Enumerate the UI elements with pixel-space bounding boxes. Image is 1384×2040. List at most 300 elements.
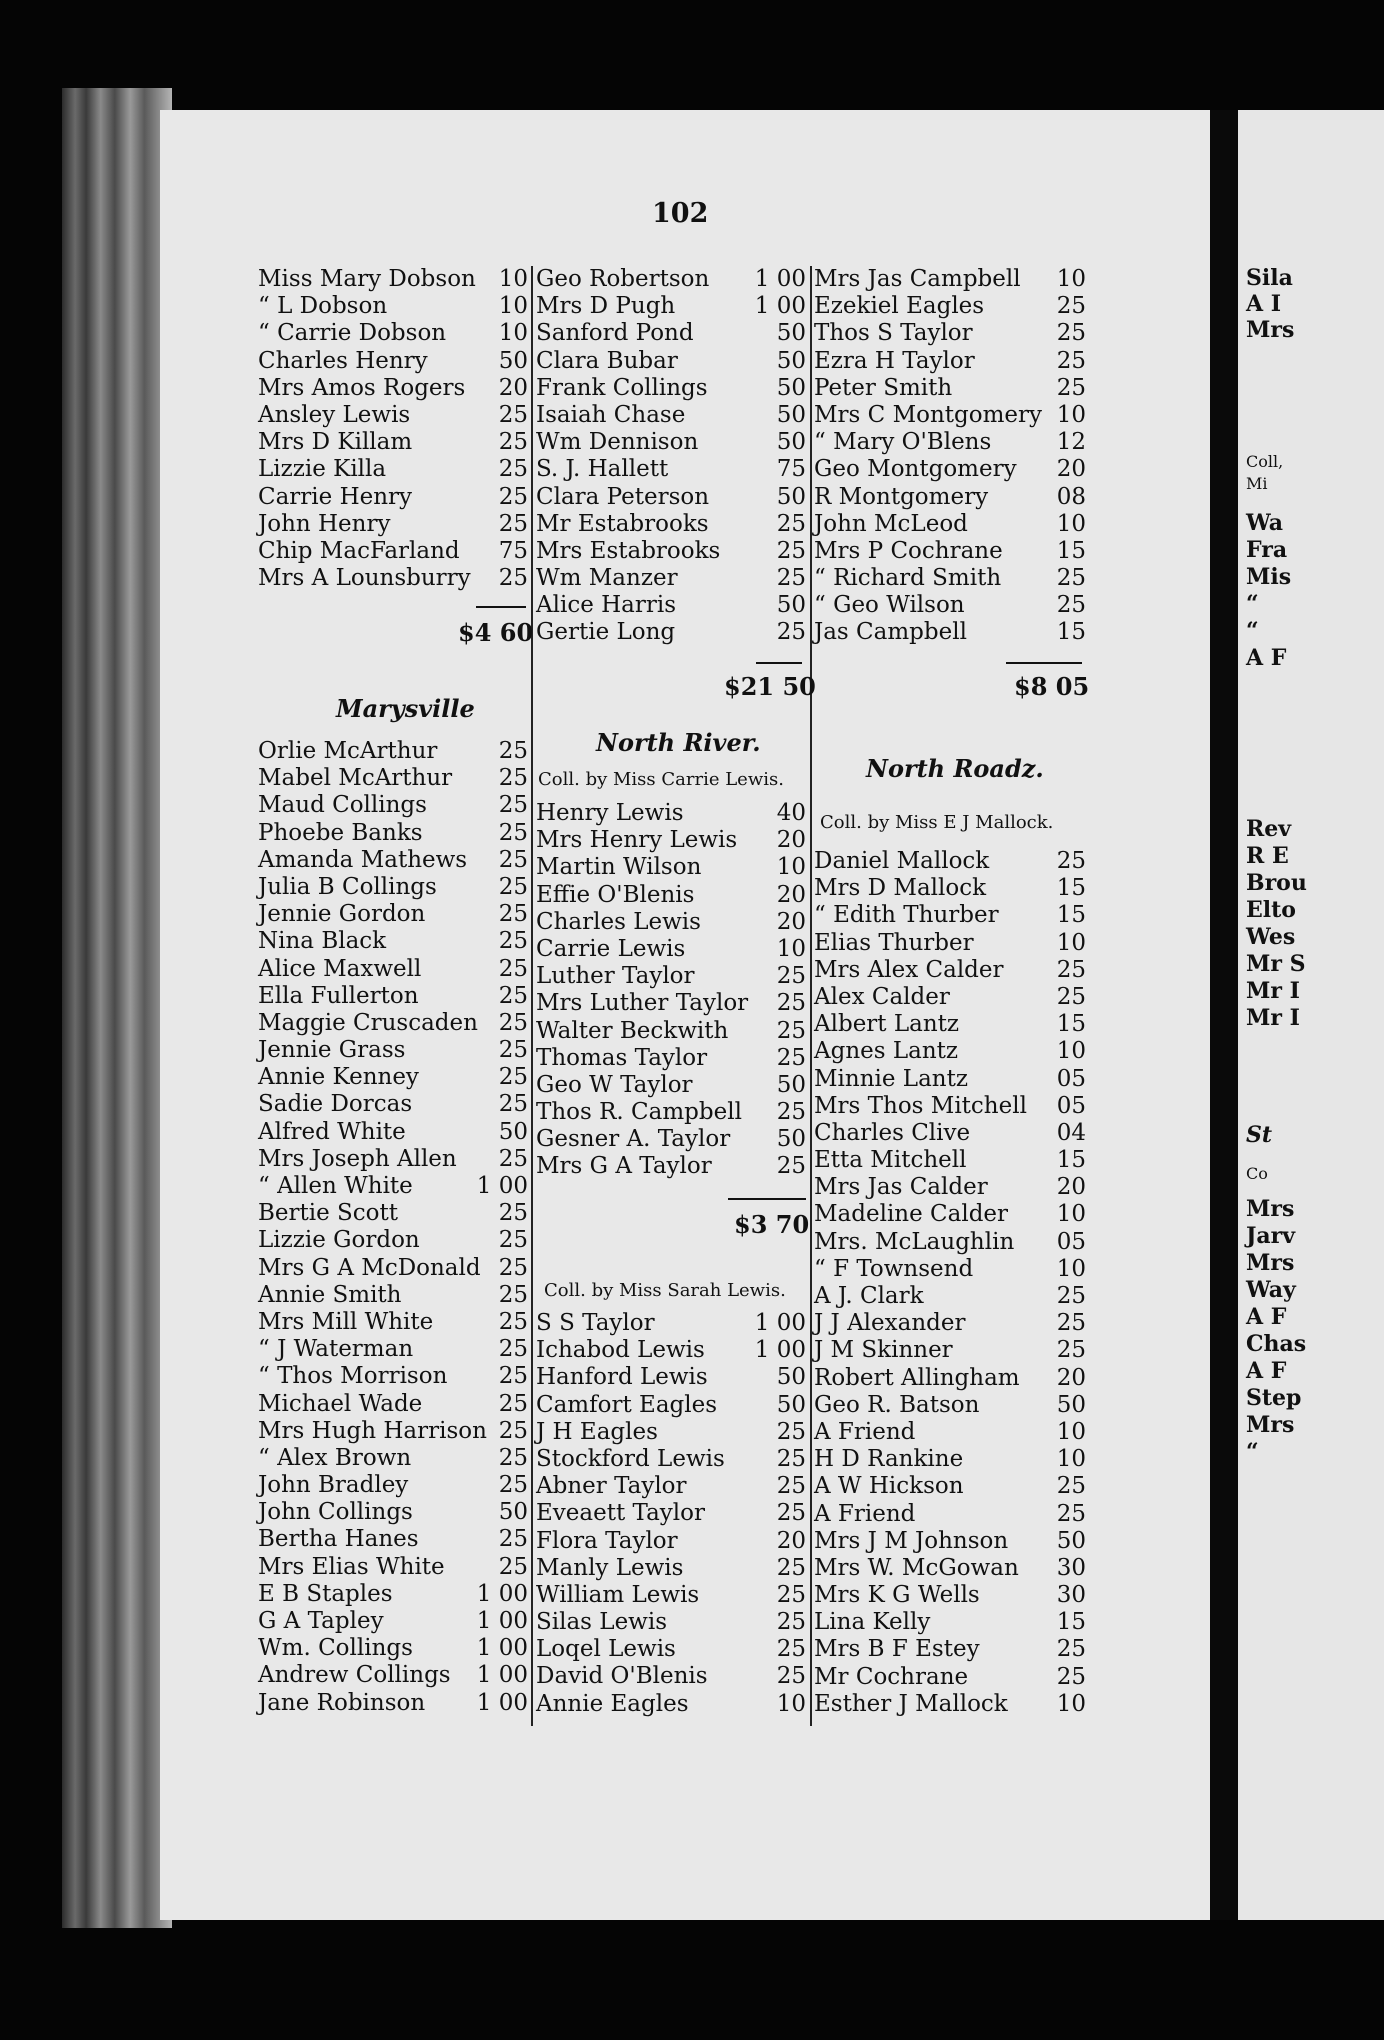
subscriber-name: Mrs Jas Calder	[814, 1174, 988, 1201]
subscriber-row	[258, 484, 528, 511]
subscription-amount: 15	[1056, 902, 1086, 929]
subscriber-row	[536, 348, 812, 375]
subscriber-name: Amanda Mathews	[258, 846, 468, 873]
subscription-amount: 25	[776, 619, 806, 646]
subscriber-name: J J Alexander	[814, 1310, 966, 1337]
subscriber-row	[258, 565, 528, 592]
subscription-amount: 25	[776, 1581, 806, 1608]
subscription-amount: 25	[776, 990, 806, 1017]
subscriber-row	[536, 592, 812, 619]
subscriber-name: Alex Calder	[814, 983, 950, 1010]
column-1-top-total: $4 60	[458, 618, 534, 647]
subscriber-row	[536, 1045, 812, 1072]
subscriber-row	[814, 592, 1086, 619]
subscription-amount: 25	[498, 1091, 528, 1118]
subscriber-name: Gesner A. Taylor	[536, 1126, 731, 1153]
column-2-north-river-list	[536, 800, 812, 1181]
subscriber-name: Nina Black	[258, 928, 387, 955]
subscriber-name: Charles Clive	[814, 1119, 971, 1146]
subscriber-row	[536, 963, 812, 990]
subscriber-name: Ansley Lewis	[258, 401, 411, 428]
subscriber-row	[258, 1554, 528, 1581]
right-page-text-fragment: Mrs	[1246, 1196, 1295, 1222]
subscription-amount: 05	[1056, 1228, 1086, 1255]
subscriber-name: “ Alex Brown	[258, 1444, 412, 1471]
right-page-text-fragment: Step	[1246, 1385, 1302, 1411]
subscriber-row	[814, 1446, 1086, 1473]
subscription-amount: 75	[498, 537, 528, 564]
section-title-north-roadz: North Roadz.	[866, 754, 1044, 783]
subscriber-row	[536, 293, 812, 320]
subscriber-name: Mrs J M Johnson	[814, 1527, 1009, 1554]
subscription-amount: 20	[776, 908, 806, 935]
subscriber-row	[814, 848, 1086, 875]
subscription-amount: 25	[776, 1153, 806, 1180]
subscriber-row	[258, 820, 528, 847]
subscription-amount: 25	[776, 537, 806, 564]
subscriber-name: Bertha Hanes	[258, 1526, 419, 1553]
subscription-amount: 50	[498, 1118, 528, 1145]
subscriber-name: Silas Lewis	[536, 1609, 668, 1636]
subscription-amount: 10	[1056, 266, 1086, 292]
subscription-amount: 20	[1056, 1364, 1086, 1391]
subscriber-row	[814, 456, 1086, 483]
subscriber-name: John Collings	[258, 1499, 413, 1526]
subscriber-row	[536, 1446, 812, 1473]
subscriber-name: Mrs G A Taylor	[536, 1153, 712, 1180]
subscriber-name: Alice Harris	[536, 592, 677, 619]
right-page-text-fragment: “	[1246, 1439, 1259, 1465]
subscriber-name: Carrie Henry	[258, 483, 413, 510]
subscriber-row	[258, 1635, 528, 1662]
subscriber-name: Sadie Dorcas	[258, 1091, 413, 1118]
total-rule	[476, 606, 526, 608]
subscriber-name: Thos S Taylor	[814, 320, 973, 347]
right-page-text-fragment: A F	[1246, 1358, 1287, 1384]
subscriber-name: “ Allen White	[258, 1173, 413, 1199]
subscriber-name: Ella Fullerton	[258, 982, 419, 1009]
subscriber-row	[258, 792, 528, 819]
collector-line: Coll. by Miss Sarah Lewis.	[544, 1280, 786, 1301]
subscriber-row	[258, 511, 528, 538]
subscriber-row	[814, 1501, 1086, 1528]
subscription-amount: 15	[1056, 1609, 1086, 1636]
subscription-amount: 25	[498, 1145, 528, 1172]
subscriber-row	[536, 990, 812, 1017]
subscription-amount: 50	[776, 1126, 806, 1153]
subscriber-row	[258, 293, 528, 320]
subscription-amount: 25	[1056, 320, 1086, 347]
subscriber-row	[536, 320, 812, 347]
subscription-amount: 15	[1056, 537, 1086, 564]
subscription-amount: 04	[1056, 1119, 1086, 1146]
subscription-amount: 25	[776, 1418, 806, 1445]
subscriber-row	[536, 375, 812, 402]
subscriber-name: Gertie Long	[536, 619, 676, 646]
right-page-text-fragment: Mrs	[1246, 1250, 1295, 1276]
right-page-text-fragment: Co	[1246, 1164, 1268, 1183]
book-page-edges	[62, 88, 172, 1928]
right-page-text-fragment: Sila	[1246, 265, 1293, 291]
subscriber-name: Geo R. Batson	[814, 1391, 980, 1418]
subscriber-name: “ Mary O'Blens	[814, 429, 992, 456]
subscription-amount: 25	[1056, 983, 1086, 1010]
subscriber-name: Wm Dennison	[536, 429, 699, 456]
right-page-text-fragment: Fra	[1246, 537, 1288, 563]
subscriber-row	[258, 1091, 528, 1118]
subscriber-name: Camfort Eagles	[536, 1391, 718, 1418]
subscriber-row	[258, 847, 528, 874]
subscriber-name: R Montgomery	[814, 483, 989, 510]
subscriber-name: Ichabod Lewis	[536, 1337, 705, 1364]
subscriber-row	[258, 1526, 528, 1553]
subscriber-name: Daniel Mallock	[814, 848, 990, 874]
subscription-amount: 1 00	[754, 293, 806, 320]
subscription-amount: 25	[498, 1336, 528, 1363]
subscriber-row	[258, 1200, 528, 1227]
subscription-amount: 50	[776, 483, 806, 510]
subscription-amount: 25	[498, 1472, 528, 1499]
subscription-amount: 1 00	[476, 1662, 528, 1689]
subscriber-name: Stockford Lewis	[536, 1445, 725, 1472]
subscriber-row	[536, 827, 812, 854]
subscriber-name: Sanford Pond	[536, 320, 694, 347]
subscription-amount: 25	[498, 1227, 528, 1254]
subscriber-row	[258, 1608, 528, 1635]
subscriber-name: Annie Kenney	[258, 1064, 419, 1091]
subscription-amount: 20	[498, 374, 528, 401]
subscription-amount: 40	[776, 800, 806, 826]
subscription-amount: 1 00	[476, 1173, 528, 1199]
subscriber-name: Mrs Luther Taylor	[536, 990, 749, 1017]
subscriber-name: Mrs Amos Rogers	[258, 374, 466, 401]
subscriber-row	[258, 1146, 528, 1173]
subscriber-name: Agnes Lantz	[814, 1038, 959, 1065]
subscriber-name: Jennie Grass	[258, 1037, 406, 1064]
collector-line: Coll. by Miss E J Mallock.	[820, 812, 1054, 833]
subscription-amount: 10	[1056, 1255, 1086, 1282]
subscription-amount: 25	[498, 1009, 528, 1036]
subscriber-row	[536, 1153, 812, 1180]
subscriber-name: Mrs Thos Mitchell	[814, 1092, 1027, 1119]
subscriber-row	[536, 1018, 812, 1045]
subscriber-row	[536, 936, 812, 963]
subscriber-row	[536, 1582, 812, 1609]
right-page-text-fragment: Wes	[1246, 924, 1296, 950]
subscription-amount: 25	[498, 765, 528, 792]
subscriber-name: Effie O'Blenis	[536, 881, 695, 908]
subscriber-name: “ Carrie Dobson	[258, 320, 447, 347]
subscription-amount: 25	[498, 982, 528, 1009]
subscriber-row	[814, 402, 1086, 429]
subscription-amount: 25	[776, 1473, 806, 1500]
subscriber-row	[814, 984, 1086, 1011]
subscription-amount: 10	[498, 320, 528, 347]
subscriber-row	[258, 1309, 528, 1336]
subscriber-row	[258, 1662, 528, 1689]
subscriber-row	[258, 765, 528, 792]
subscriber-name: Frank Collings	[536, 374, 708, 401]
subscription-amount: 25	[1056, 1310, 1086, 1337]
subscriber-row	[536, 1528, 812, 1555]
subscription-amount: 25	[498, 1417, 528, 1444]
subscriber-name: Andrew Collings	[258, 1662, 451, 1689]
subscriber-name: Martin Wilson	[536, 854, 702, 881]
subscriber-row	[536, 1419, 812, 1446]
subscription-amount: 25	[1056, 1473, 1086, 1500]
subscriber-row	[258, 874, 528, 901]
subscriber-name: Mrs A Lounsburry	[258, 565, 471, 592]
subscriber-name: Peter Smith	[814, 374, 953, 401]
subscriber-name: “ Edith Thurber	[814, 902, 999, 929]
subscription-amount: 25	[498, 565, 528, 592]
subscriber-name: Luther Taylor	[536, 963, 695, 990]
subscriber-row	[536, 1691, 812, 1718]
subscription-amount: 50	[1056, 1391, 1086, 1418]
subscriber-name: Mrs D Killam	[258, 429, 413, 456]
subscriber-row	[258, 1391, 528, 1418]
subscriber-row	[814, 1066, 1086, 1093]
total-rule	[1006, 662, 1082, 664]
subscriber-name: Miss Mary Dobson	[258, 266, 476, 292]
subscriber-row	[536, 1337, 812, 1364]
subscription-amount: 25	[498, 401, 528, 428]
subscriber-row	[536, 854, 812, 881]
subscriber-row	[536, 1663, 812, 1690]
subscriber-name: Flora Taylor	[536, 1527, 678, 1554]
subscriber-name: Lizzie Gordon	[258, 1227, 420, 1254]
subscriber-name: John Henry	[258, 510, 391, 537]
subscription-amount: 25	[498, 1308, 528, 1335]
subscription-amount: 50	[776, 1071, 806, 1098]
subscriber-name: Mrs Hugh Harrison	[258, 1417, 487, 1444]
right-page-text-fragment: Mi	[1246, 474, 1268, 493]
subscriber-name: A W Hickson	[814, 1473, 964, 1500]
subscriber-name: Mrs W. McGowan	[814, 1554, 1019, 1581]
right-page-fragment	[1238, 110, 1384, 1920]
subscription-amount: 50	[776, 347, 806, 374]
subscriber-name: Geo W Taylor	[536, 1071, 693, 1098]
subscription-amount: 25	[776, 1099, 806, 1126]
subscription-amount: 20	[776, 881, 806, 908]
page-number: 102	[652, 198, 709, 229]
subscriber-row	[536, 456, 812, 483]
subscriber-row	[258, 1581, 528, 1608]
subscription-amount: 10	[498, 266, 528, 292]
subscriber-name: Jennie Gordon	[258, 901, 426, 928]
subscriber-row	[814, 1555, 1086, 1582]
subscriber-row	[536, 1126, 812, 1153]
subscriber-row	[536, 1636, 812, 1663]
subscriber-row	[814, 538, 1086, 565]
subscriber-row	[814, 1093, 1086, 1120]
subscriber-row	[814, 320, 1086, 347]
subscriber-row	[814, 1582, 1086, 1609]
subscriber-row	[536, 402, 812, 429]
subscriber-row	[258, 1445, 528, 1472]
right-page-text-fragment: R E	[1246, 843, 1289, 869]
subscription-amount: 25	[776, 1445, 806, 1472]
subscriber-name: S S Taylor	[536, 1310, 655, 1336]
subscription-amount: 25	[1056, 347, 1086, 374]
right-page-text-fragment: “	[1246, 618, 1259, 644]
subscription-amount: 25	[498, 873, 528, 900]
subscription-amount: 25	[1056, 565, 1086, 592]
subscriber-name: Mrs Jas Campbell	[814, 266, 1021, 292]
subscriber-name: Bertie Scott	[258, 1200, 398, 1227]
subscriber-name: Mrs Mill White	[258, 1308, 434, 1335]
subscriber-name: Mrs K G Wells	[814, 1582, 980, 1609]
subscription-amount: 25	[776, 1636, 806, 1663]
subscriber-row	[814, 348, 1086, 375]
subscriber-name: “ F Townsend	[814, 1255, 974, 1282]
column-2-top-list	[536, 266, 812, 647]
subscriber-row	[258, 1255, 528, 1282]
page-gutter	[1210, 110, 1238, 1920]
subscriber-name: John McLeod	[814, 510, 968, 537]
subscriber-row	[814, 930, 1086, 957]
subscriber-row	[258, 1363, 528, 1390]
subscriber-name: Isaiah Chase	[536, 401, 686, 428]
subscriber-row	[814, 484, 1086, 511]
subscriber-row	[258, 983, 528, 1010]
column-3-top-total: $8 05	[1014, 672, 1090, 701]
right-page-text-fragment: Mr I	[1246, 978, 1300, 1004]
subscription-amount: 20	[776, 827, 806, 854]
subscriber-name: A Friend	[814, 1418, 916, 1445]
subscription-amount: 1 00	[476, 1635, 528, 1662]
subscriber-name: Maggie Cruscaden	[258, 1009, 478, 1036]
subscriber-row	[814, 957, 1086, 984]
subscriber-name: S. J. Hallett	[536, 456, 669, 483]
subscription-amount: 1 00	[754, 1337, 806, 1364]
subscriber-row	[536, 484, 812, 511]
subscriber-row	[536, 266, 812, 293]
subscriber-row	[258, 738, 528, 765]
subscriber-row	[814, 1691, 1086, 1718]
subscriber-name: Mrs Elias White	[258, 1553, 445, 1580]
subscriber-row	[258, 1472, 528, 1499]
subscriber-row	[536, 1364, 812, 1391]
subscriber-name: Albert Lantz	[814, 1011, 960, 1038]
subscription-amount: 05	[1056, 1065, 1086, 1092]
subscription-amount: 12	[1056, 429, 1086, 456]
subscriber-name: Alfred White	[258, 1118, 406, 1145]
subscriber-name: Wm Manzer	[536, 565, 678, 592]
subscriber-name: J M Skinner	[814, 1337, 953, 1364]
subscription-amount: 10	[776, 1690, 806, 1717]
subscription-amount: 25	[498, 955, 528, 982]
subscriber-row	[258, 928, 528, 955]
subscriber-row	[258, 956, 528, 983]
subscription-amount: 1 00	[476, 1608, 528, 1634]
subscription-amount: 25	[776, 1663, 806, 1690]
subscriber-name: Clara Peterson	[536, 483, 710, 510]
subscriber-row	[814, 875, 1086, 902]
subscriber-name: John Bradley	[258, 1472, 409, 1499]
subscriber-name: Alice Maxwell	[258, 955, 422, 982]
subscription-amount: 50	[498, 347, 528, 374]
subscriber-name: Robert Allingham	[814, 1364, 1020, 1391]
subscriber-row	[536, 1609, 812, 1636]
subscription-amount: 50	[776, 1391, 806, 1418]
subscription-amount: 25	[498, 1363, 528, 1390]
subscriber-row	[258, 1282, 528, 1309]
subscriber-name: Hanford Lewis	[536, 1364, 708, 1391]
subscription-amount: 25	[776, 963, 806, 990]
subscriber-name: H D Rankine	[814, 1446, 964, 1473]
subscriber-name: Mrs Joseph Allen	[258, 1145, 457, 1172]
subscriber-name: Julia B Collings	[258, 873, 437, 900]
subscription-amount: 15	[1056, 875, 1086, 902]
subscriber-name: William Lewis	[536, 1581, 700, 1608]
subscriber-row	[258, 1690, 528, 1717]
subscriber-name: Lina Kelly	[814, 1609, 931, 1636]
right-page-text-fragment: A F	[1246, 1304, 1287, 1330]
subscriber-name: Mr Cochrane	[814, 1663, 969, 1690]
subscriber-row	[258, 1064, 528, 1091]
subscriber-name: Elias Thurber	[814, 929, 974, 956]
subscriber-row	[536, 429, 812, 456]
subscriber-row	[814, 1664, 1086, 1691]
subscriber-name: “ Richard Smith	[814, 565, 1002, 592]
subscription-amount: 10	[776, 854, 806, 881]
subscription-amount: 25	[776, 1500, 806, 1527]
subscriber-name: Michael Wade	[258, 1390, 423, 1417]
subscriber-row	[536, 1072, 812, 1099]
column-2-sarah-list	[536, 1310, 812, 1718]
subscriber-name: Clara Bubar	[536, 347, 678, 374]
right-page-text-fragment: “	[1246, 591, 1259, 617]
subscriber-row	[258, 1499, 528, 1526]
subscriber-row	[258, 1037, 528, 1064]
subscriber-name: Maud Collings	[258, 792, 427, 819]
subscription-amount: 50	[1056, 1527, 1086, 1554]
subscription-amount: 25	[1056, 1283, 1086, 1309]
subscriber-name: “ L Dobson	[258, 293, 388, 320]
right-page-text-fragment: Mr I	[1246, 1005, 1300, 1031]
right-page-text-fragment: Mis	[1246, 564, 1292, 590]
subscription-amount: 20	[1056, 456, 1086, 483]
subscriber-row	[536, 1099, 812, 1126]
subscriber-row	[258, 1173, 528, 1200]
right-page-text-fragment: Chas	[1246, 1331, 1307, 1357]
subscriber-row	[536, 619, 812, 646]
total-rule	[728, 1198, 806, 1200]
subscriber-name: Mrs Alex Calder	[814, 956, 1004, 983]
subscriber-name: Minnie Lantz	[814, 1065, 968, 1092]
subscription-amount: 10	[1056, 1038, 1086, 1065]
subscriber-row	[814, 1365, 1086, 1392]
subscription-amount: 10	[1056, 1201, 1086, 1228]
subscriber-row	[536, 565, 812, 592]
right-page-text-fragment: Mr S	[1246, 951, 1306, 977]
subscriber-name: Thos R. Campbell	[536, 1099, 742, 1126]
subscriber-name: “ Geo Wilson	[814, 592, 965, 619]
subscription-amount: 25	[498, 510, 528, 537]
subscriber-name: Wm. Collings	[258, 1635, 413, 1662]
subscription-amount: 10	[1056, 1446, 1086, 1473]
subscription-amount: 25	[776, 510, 806, 537]
subscriber-row	[258, 266, 528, 293]
subscriber-row	[814, 902, 1086, 929]
subscriber-row	[258, 1010, 528, 1037]
subscriber-row	[814, 565, 1086, 592]
subscription-amount: 50	[776, 320, 806, 347]
column-3-north-roadz-list	[814, 848, 1086, 1718]
subscriber-row	[258, 1227, 528, 1254]
subscription-amount: 25	[776, 1554, 806, 1581]
